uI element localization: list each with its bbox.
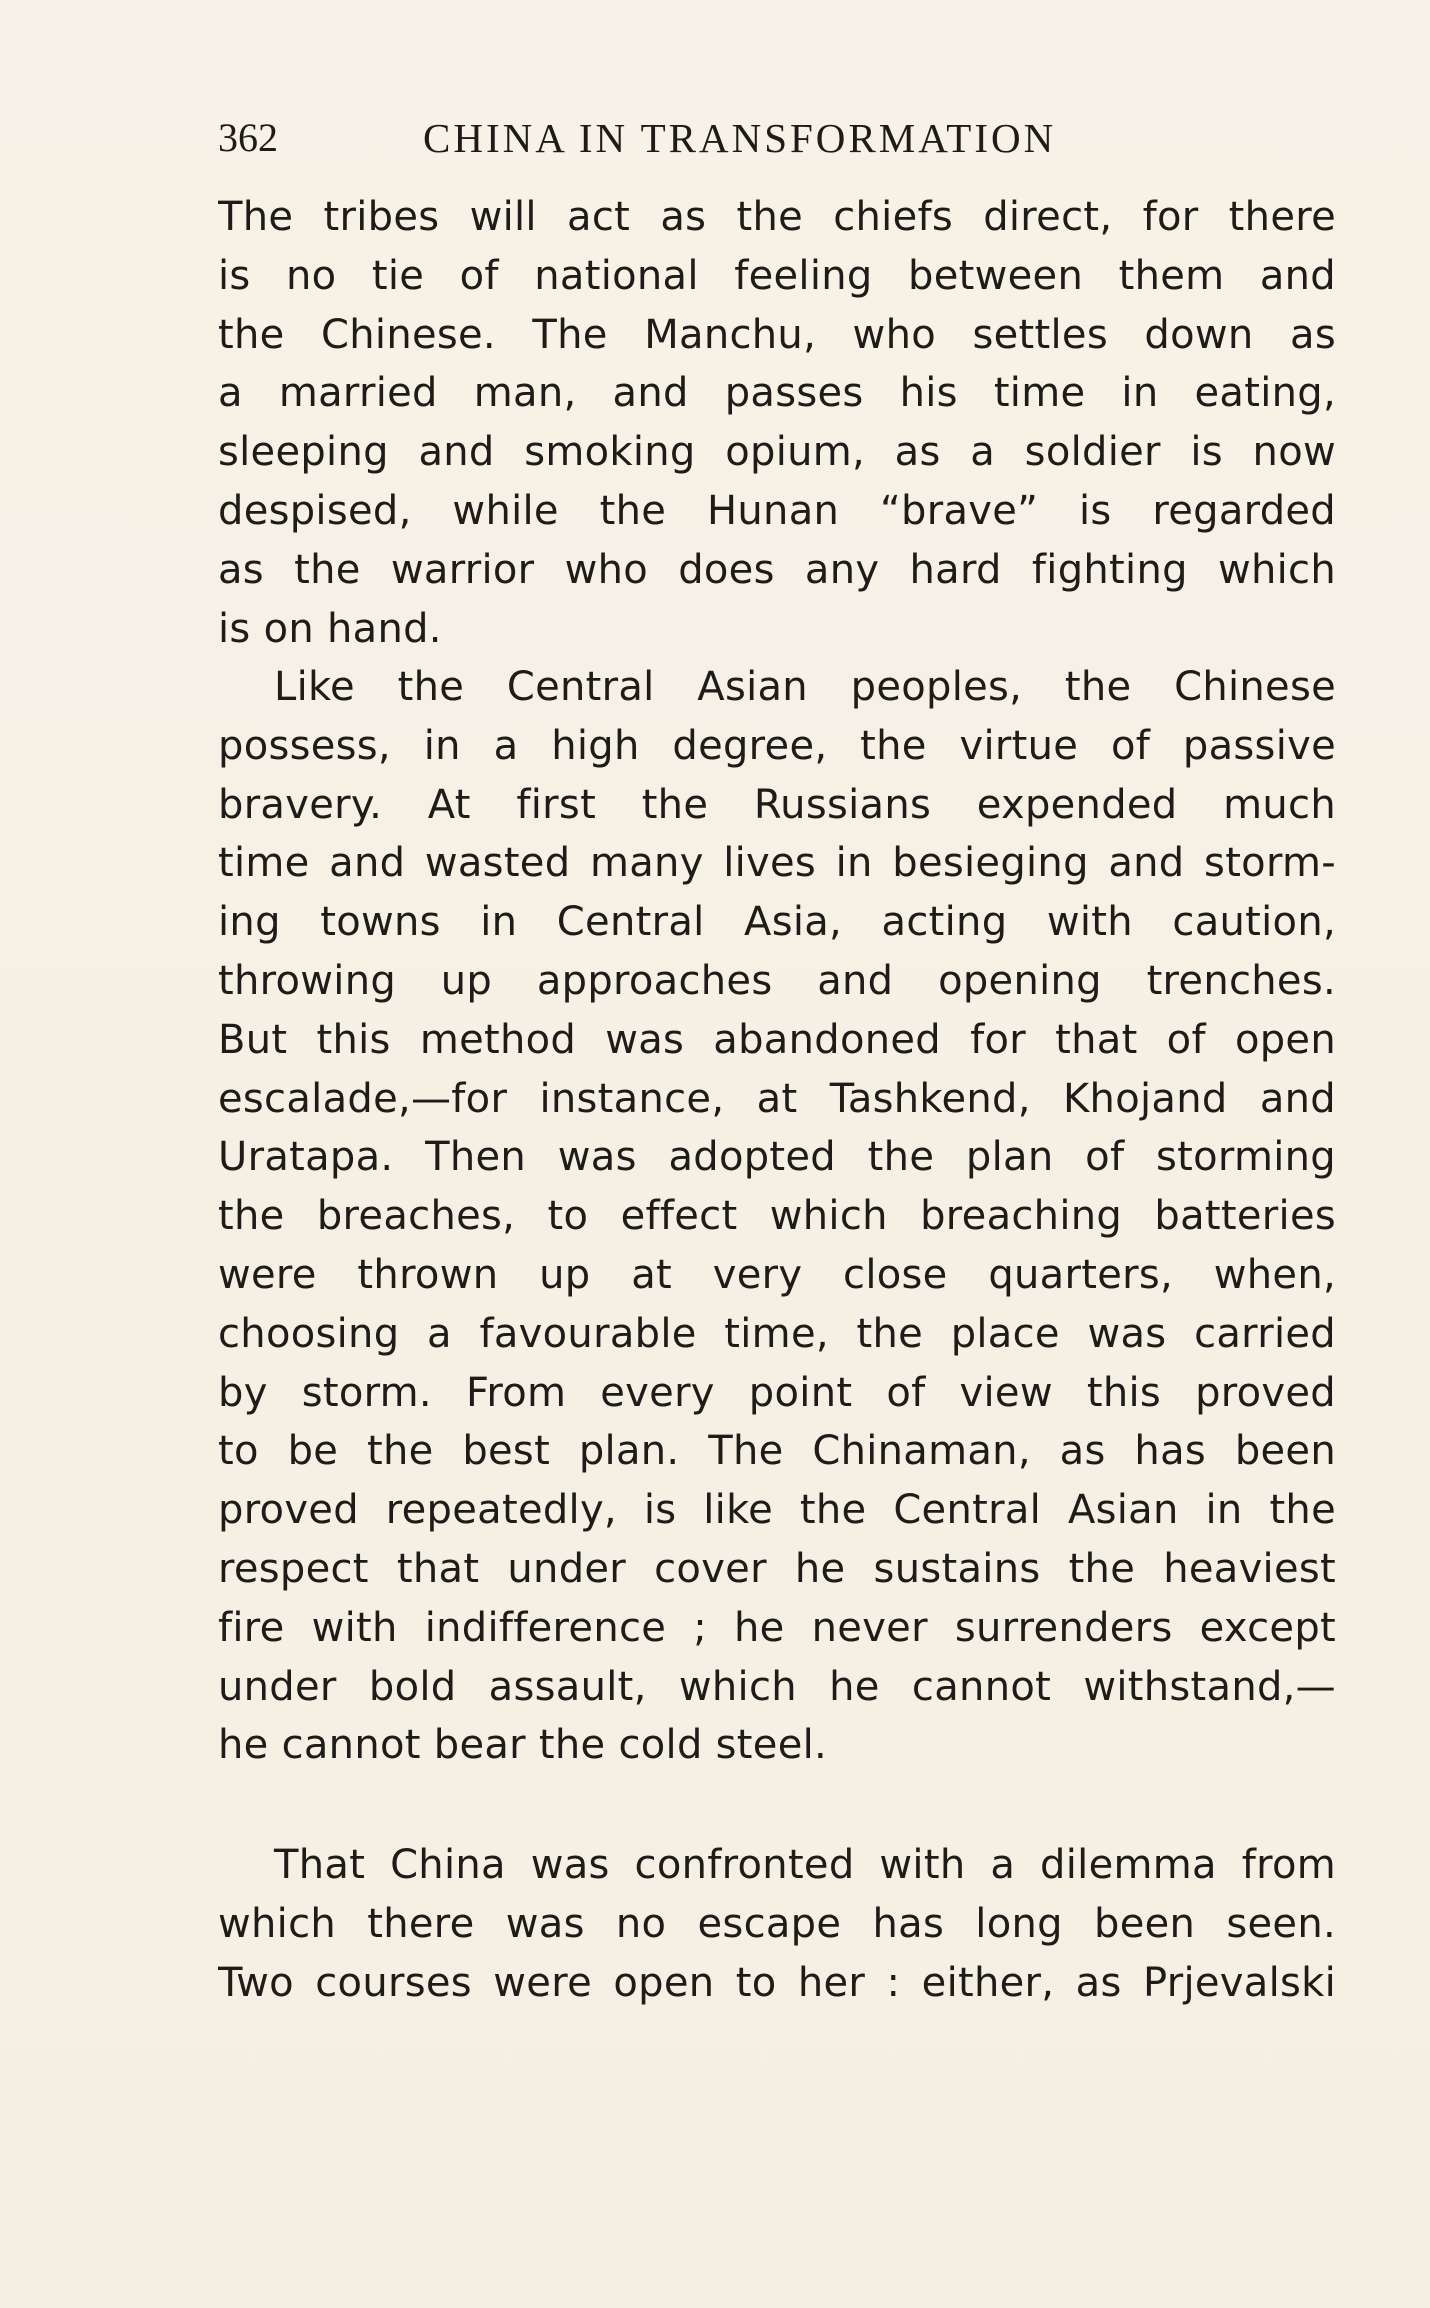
text-line: the Chinese. The Manchu, who settles down as	[218, 311, 1336, 358]
page-number: 362	[218, 115, 278, 160]
text-line: by storm. From every point of view this proved	[218, 1369, 1336, 1416]
text-line: despised, while the Hunan “brave” is regarded	[218, 487, 1336, 534]
text-line: a married man, and passes his time in eating,	[218, 370, 1336, 417]
paragraph-2	[218, 658, 1336, 1775]
text-line: ing towns in Central Asia, acting with caution,	[218, 899, 1336, 946]
text-line: he cannot bear the cold steel.	[218, 1722, 828, 1769]
page-header	[218, 108, 1338, 168]
text-line: But this method was abandoned for that of open	[218, 1016, 1336, 1063]
text-line: is no tie of national feeling between them and	[218, 252, 1336, 299]
text-line: is on hand.	[218, 605, 442, 652]
text-line: as the warrior who does any hard fighting which	[218, 546, 1336, 593]
text-line: sleeping and smoking opium, as a soldier is now	[218, 429, 1336, 476]
text-line: respect that under cover he sustains the heaviest	[218, 1545, 1336, 1592]
text-line: proved repeatedly, is like the Central Asian in the	[218, 1487, 1336, 1534]
running-head: CHINA IN TRANSFORMATION	[423, 115, 1057, 161]
text-line: choosing a favourable time, the place was carried	[218, 1310, 1336, 1357]
text-line: which there was no escape has long been seen.	[218, 1900, 1336, 1947]
text-line: That China was confronted with a dilemma from	[274, 1842, 1336, 1888]
paragraph-3	[218, 1836, 1336, 2012]
text-line: were thrown up at very close quarters, when,	[218, 1251, 1336, 1298]
text-line: throwing up approaches and opening trenches.	[218, 957, 1336, 1004]
text-line: possess, in a high degree, the virtue of passive	[218, 722, 1336, 769]
text-line: escalade,—for instance, at Tashkend, Khojand and	[218, 1075, 1336, 1122]
text-line: Two courses were open to her : either, as Prjevalski	[218, 1959, 1336, 2006]
text-line: Like the Central Asian peoples, the Chinese	[274, 664, 1336, 710]
text-line: The tribes will act as the chiefs direct, for there	[218, 194, 1336, 240]
text-line: to be the best plan. The Chinaman, as has been	[218, 1428, 1336, 1475]
text-line: fire with indifference ; he never surrenders except	[218, 1604, 1336, 1651]
text-line: the breaches, to effect which breaching batteries	[218, 1193, 1336, 1240]
text-line: time and wasted many lives in besieging and storm-	[218, 840, 1336, 887]
paragraph-1	[218, 188, 1336, 658]
text-line: bravery. At first the Russians expended much	[218, 781, 1336, 828]
text-line: under bold assault, which he cannot withstand,—	[218, 1663, 1336, 1710]
text-line: Uratapa. Then was adopted the plan of storming	[218, 1134, 1336, 1181]
